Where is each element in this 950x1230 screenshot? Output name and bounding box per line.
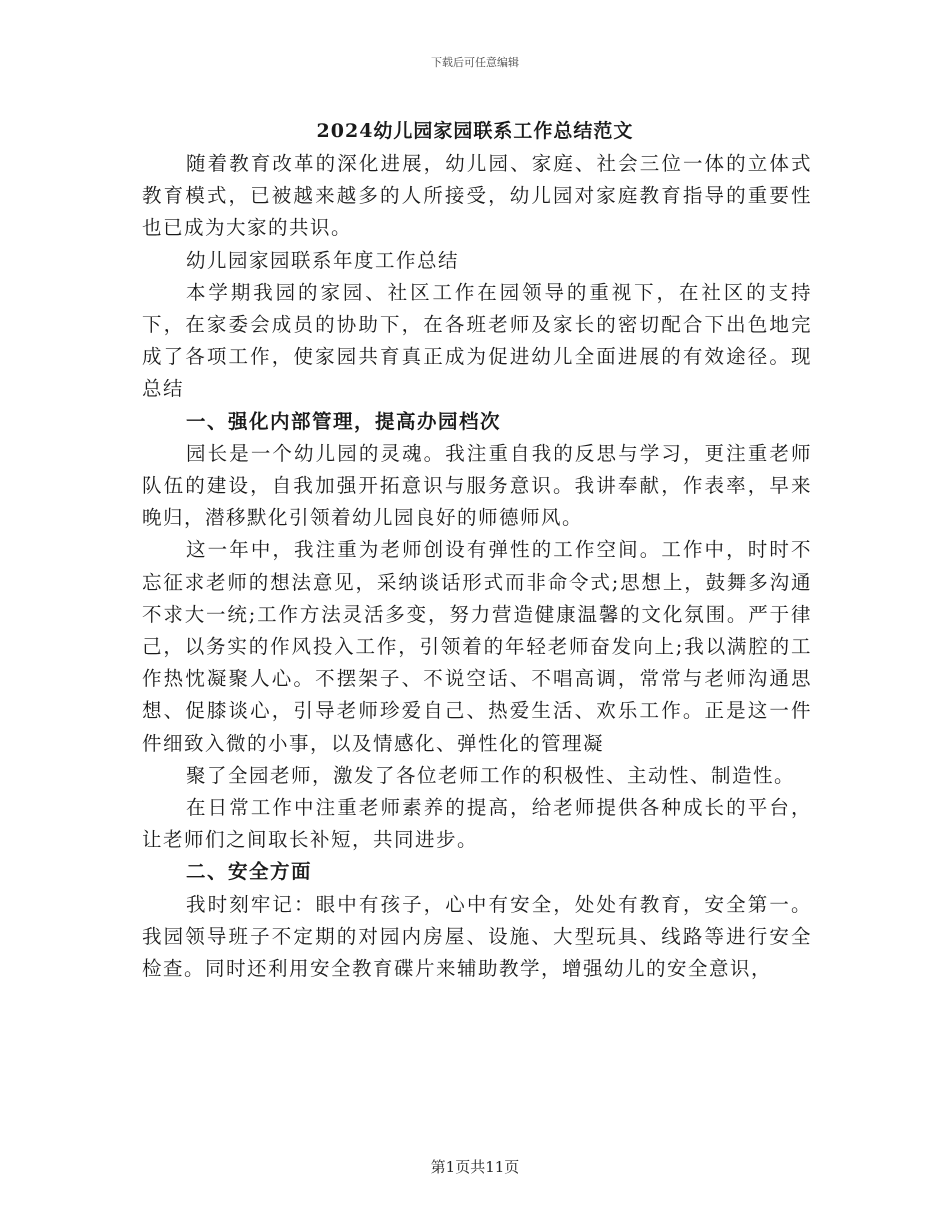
intro-paragraph: 随着教育改革的深化进展，幼儿园、家庭、社会三位一体的立体式教育模式，已被越来越多的人所接受，幼儿园对家庭教育指导的重要性也已成为大家的共识。 <box>142 152 812 240</box>
section-heading-1: 一、强化内部管理，提高办园档次 <box>186 409 502 433</box>
body-paragraph: 在日常工作中注重老师素养的提高，给老师提供各种成长的平台，让老师们之间取长补短，共同进步。 <box>142 796 812 852</box>
body-paragraph: 这一年中，我注重为老师创设有弹性的工作空间。工作中，时时不忘征求老师的想法意见，采纳谈话形式而非命令式;思想上，鼓舞多沟通不求大一统;工作方法灵活多变，努力营造健康温馨的文化氛围。严于律己，以务实的作风投入工作，引领着的年轻老师奋发向上;我以满腔的工作热忱凝聚人心。不摆架子、不说空话、不唱高调，常常与老师沟通思想、促膝谈心，引导老师珍爱自己、热爱生活、欢乐工作。正是这一件件细致入微的小事，以及情感化、弹性化的管理凝 <box>142 538 812 755</box>
summary-paragraph: 本学期我园的家园、社区工作在园领导的重视下，在社区的支持下，在家委会成员的协助下，在各班老师及家长的密切配合下出色地完成了各项工作，使家园共育真正成为促进幼儿全面进展的有效途径。现总结 <box>142 280 812 401</box>
page-header: 下载后可任意编辑 <box>431 56 519 69</box>
body-paragraph: 园长是一个幼儿园的灵魂。我注重自我的反思与学习，更注重老师队伍的建设，自我加强开拓意识与服务意识。我讲奉献，作表率，早来晚归，潜移默化引领着幼儿园良好的师德师风。 <box>142 441 812 530</box>
document-body <box>142 148 812 985</box>
document-title: 2024幼儿园家园联系工作总结范文 <box>316 120 634 142</box>
section-heading-2: 二、安全方面 <box>186 860 313 884</box>
body-paragraph: 聚了全园老师，激发了各位老师工作的积极性、主动性、制造性。 <box>186 763 796 787</box>
subtitle-paragraph: 幼儿园家园联系年度工作总结 <box>186 248 460 272</box>
page-footer: 第1页共11页 <box>430 1158 520 1176</box>
body-paragraph: 我时刻牢记：眼中有孩子，心中有安全，处处有教育，安全第一。我园领导班子不定期的对园内房屋、设施、大型玩具、线路等进行安全检查。同时还利用安全教育碟片来辅助教学，增强幼儿的安全意识， <box>142 892 812 981</box>
